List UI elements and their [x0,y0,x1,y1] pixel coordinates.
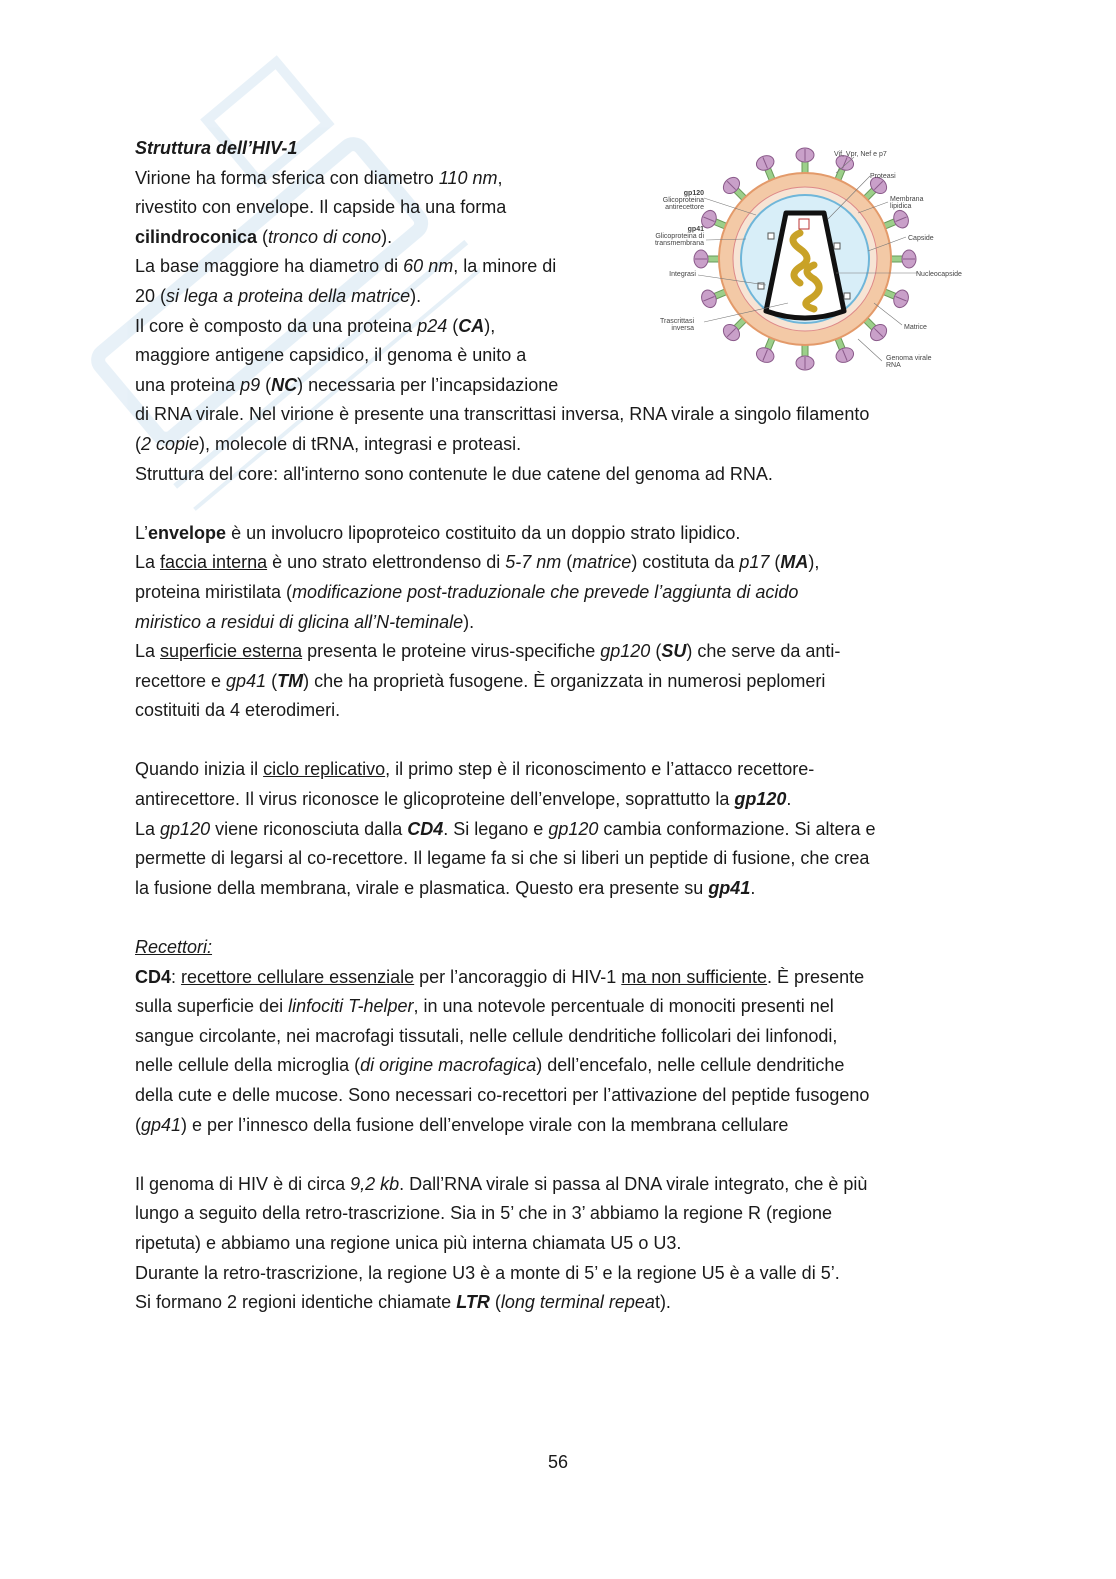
figure-label: gp120 [683,190,704,197]
text-line: miristico a residui di glicina all’N-teminale). [135,611,475,632]
text-line: La base maggiore ha diametro di 60 nm, la minore di [135,256,557,277]
text-line: La superficie esterna presenta le proteine virus-specifiche gp120 (SU) che serve da anti- [135,641,841,662]
figure-label: Nucleocapside [916,271,962,278]
text-line: di RNA virale. Nel virione è presente una transcrittasi inversa, RNA virale a singolo filamento [135,404,870,425]
text-line: Virione ha forma sferica con diametro 110 nm, [135,167,503,188]
text-line: antirecettore. Il virus riconosce le glicoproteine dell’envelope, soprattutto la gp120. [135,789,792,810]
figure-label: Glicoproteina [662,197,704,204]
text-line: rivestito con envelope. Il capside ha una forma [135,197,507,218]
text-line: La faccia interna è uno strato elettrondenso di 5-7 nm (matrice) costituta da p17 (MA), [135,552,820,573]
text-line: Il core è composto da una proteina p24 (CA), [135,315,496,336]
figure-label: Matrice [904,324,927,331]
text-line: proteina miristilata (modificazione post-traduzionale che prevede l’aggiunta di acido [135,581,799,602]
figure-label: Capside [908,235,934,242]
text-line: costituiti da 4 eterodimeri. [135,700,341,721]
text-line: L’envelope è un involucro lipoproteico costituito da un doppio strato lipidico. [135,522,741,543]
text-line: CD4: recettore cellulare essenziale per l’ancoraggio di HIV-1 ma non sufficiente. È presente [135,966,865,987]
subsection-title: Recettori: [135,937,213,958]
text-line: recettore e gp41 (TM) che ha proprietà fusogene. È organizzata in numerosi peplomeri [135,670,826,691]
figure-label: inversa [671,325,694,332]
text-line: cilindroconica (tronco di cono). [135,226,393,247]
text-line: Durante la retro-trascrizione, la regione U3 è a monte di 5’ e la regione U5 è a valle di 5’. [135,1262,840,1283]
text-line: Struttura del core: all'interno sono contenute le due catene del genoma ad RNA. [135,463,773,484]
text-line: della cute e delle mucose. Sono necessari co-recettori per l’attivazione del peptide fusogeno [135,1085,870,1105]
text-line: ripetuta) e abbiamo una regione unica più interna chiamata U5 o U3. [135,1232,682,1253]
text-line: (2 copie), molecole di tRNA, integrasi e proteasi. [135,433,522,454]
figure-label: Glicoproteina di [655,233,704,240]
figure-label: transmembrana [654,240,704,247]
text-line: Il genoma di HIV è di circa 9,2 kb. Dall’RNA virale si passa al DNA virale integrato, che è più [135,1173,868,1194]
figure-label: Trascrittasi [660,318,694,325]
text-line: Quando inizia il ciclo replicativo, il primo step è il riconoscimento e l’attacco recettore- [135,759,815,780]
figure-label: Integrasi [669,271,696,278]
figure-label: Membrana [890,196,924,203]
page-number: 56 [547,1452,569,1472]
text-line: la fusione della membrana, virale e plasmatica. Questo era presente su gp41. [135,877,756,898]
figure-label: Vif, Vpr, Nef e p7 [834,151,887,158]
text-line: Si formano 2 regioni identiche chiamate LTR (long terminal repeat). [135,1292,671,1313]
figure-label: Genoma virale [886,355,932,362]
figure-label: gp41 [687,226,704,233]
figure-label: antirecettore [665,204,704,211]
text-line: maggiore antigene capsidico, il genoma è unito a [135,345,527,366]
text-line: 20 (si lega a proteina della matrice). [135,285,422,306]
section-heading: Struttura dell’HIV-1 [135,138,298,158]
text-line: La gp120 viene riconosciuta dalla CD4. Si legano e gp120 cambia conformazione. Si altera e [135,818,876,839]
figure-label: Proteasi [870,173,896,180]
figure-label: RNA [886,362,901,369]
text-line: una proteina p9 (NC) necessaria per l’incapsidazione [135,374,559,395]
text-line: nelle cellule della microglia (di origine macrofagica) dell’encefalo, nelle cellule dendritiche [135,1055,845,1076]
text-line: (gp41) e per l’innesco della fusione dell’envelope virale con la membrana cellulare [135,1114,789,1135]
text-line: lungo a seguito della retro-trascrizione. Sia in 5’ che in 3’ abbiamo la regione R (regione [135,1203,833,1224]
text-line: sangue circolante, nei macrofagi tissutali, nelle cellule dendritiche follicolari dei linfonodi, [135,1025,838,1046]
figure-label: lipidica [890,203,912,210]
section-structure [135,134,985,1318]
text-line: permette di legarsi al co-recettore. Il legame fa si che si liberi un peptide di fusione, che crea [135,848,870,869]
text-line: sulla superficie dei linfociti T-helper, in una notevole percentuale di monociti presenti nel [135,996,834,1017]
